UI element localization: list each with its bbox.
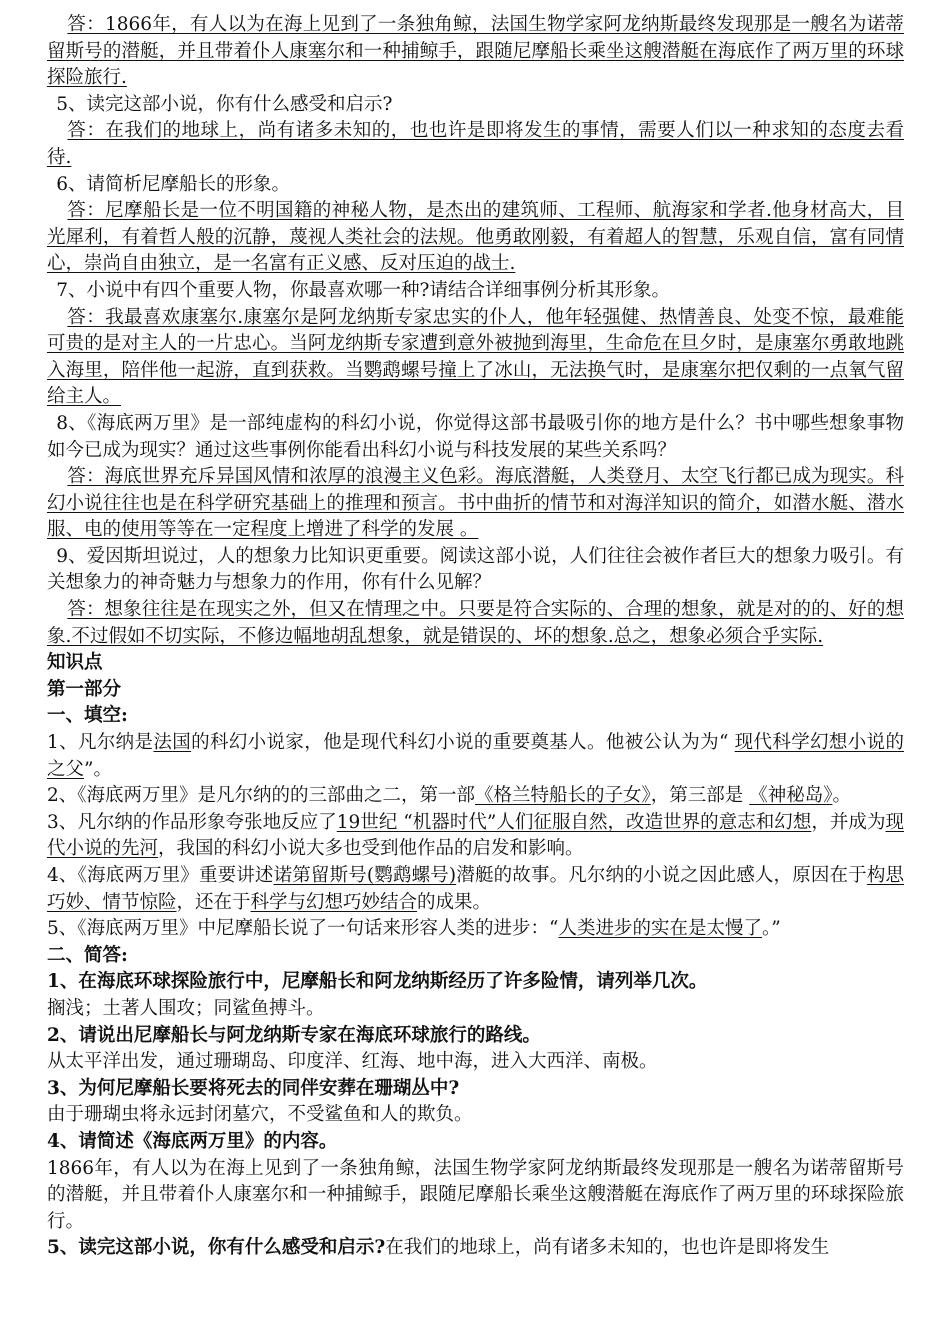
fill-item-2	[47, 783, 904, 810]
short-answer-3: 由于珊瑚虫将永远封闭墓穴，不受鲨鱼和人的欺负。	[47, 1104, 473, 1126]
fill-text: 。”	[762, 918, 781, 940]
question-9: 9、爱因斯坦说过，人的想象力比知识更重要。阅读这部小说，人们往往会被作者巨大的想象力吸引。有关想象力的神奇魅力与想象力的作用，你有什么见解？	[47, 545, 904, 594]
fill-item-3	[47, 810, 904, 863]
fill-answer: 诺第留斯号(鹦鹉螺号)	[273, 865, 457, 886]
short-question-3: 3、为何尼摩船长要将死去的同伴安葬在珊瑚丛中?	[47, 1077, 460, 1099]
short-answer-heading: 二、简答:	[47, 944, 128, 966]
fill-text: ”。	[84, 758, 112, 780]
fill-answer: 人类进步的实在是太慢了	[558, 918, 762, 940]
fill-answer: 《神秘岛》	[749, 785, 833, 807]
fill-answer: 现代科学幻想小说的之父	[47, 732, 904, 780]
question-7: 7、小说中有四个重要人物，你最喜欢哪一种?请结合详细事例分析其形象。	[56, 279, 670, 301]
short-question-4: 4、请简述《海底两万里》的内容。	[47, 1130, 338, 1152]
question-5: 5、读完这部小说，你有什么感受和启示?	[56, 93, 393, 115]
answer-5: 答：在我们的地球上，尚有诸多未知的，也也许是即将发生的事情，需要人们以一种求知的态度去看待.	[47, 120, 904, 168]
fill-item-4	[47, 863, 904, 916]
fill-text: ，还在于	[176, 891, 251, 913]
fill-item-5	[47, 916, 904, 943]
fill-text: ，并成为	[811, 811, 886, 833]
fill-text: 潜艇的故事。凡尔纳的小说之因此感人，原因在于	[456, 865, 867, 886]
fill-blank-heading: 一、填空:	[47, 705, 128, 727]
answer-4-summary: 答：1866年，有人以为在海上见到了一条独角鲸，法国生物学家阿龙纳斯最终发现那是一艘名为诺蒂留斯号的潜艇，并且带着仆人康塞尔和一种捕鲸手，跟随尼摩船长乘坐这艘潜艇在海底作了两万里的环球探险旅行.	[47, 14, 904, 89]
short-answer-1: 搁浅；土著人围攻；同鲨鱼搏斗。	[47, 997, 325, 1019]
question-8: 8、《海底两万里》是一部纯虚构的科幻小说，你觉得这部书最吸引你的地方是什么？书中哪些想象事物如今已成为现实？通过这些事例你能看出科幻小说与科技发展的某些关系吗？	[47, 412, 904, 461]
answer-7: 答：我最喜欢康塞尔.康塞尔是阿龙纳斯专家忠实的仆人，他年轻强健、热情善良、处变不惊，最难能可贵的是对主人的一片忠心。当阿龙纳斯专家遭到意外被抛到海里，生命危在旦夕时，是康塞尔勇敢地跳入海里，陪伴他一起游，直到获救。当鹦鹉螺号撞上了冰山，无法换气时，是康塞尔把仅剩的一点氧气留给主人。	[47, 306, 904, 408]
fill-text: 5、《海底两万里》中尼摩船长说了一句话来形容人类的进步：“	[47, 918, 559, 940]
fill-text: 1、凡尔纳是	[47, 732, 154, 754]
short-question-1: 1、在海底环球探险旅行中，尼摩船长和阿龙纳斯经历了许多险情，请列举几次。	[47, 971, 708, 993]
fill-answer: 科学与幻想巧妙结合	[250, 891, 418, 913]
part-one-heading: 第一部分	[47, 678, 122, 700]
short-answer-4: 1866年，有人以为在海上见到了一条独角鲸，法国生物学家阿龙纳斯最终发现那是一艘名为诺蒂留斯号的潜艇，并且带着仆人康塞尔和一种捕鲸手，跟随尼摩船长乘坐这艘潜艇在海底作了两万里的环球探险旅行。	[47, 1157, 904, 1232]
short-question-2: 2、请说出尼摩船长与阿龙纳斯专家在海底环球旅行的路线。	[47, 1024, 541, 1046]
fill-text: 3、凡尔纳的作品形象夸张地反应了	[47, 811, 337, 833]
short-answer-5: 在我们的地球上，尚有诸多未知的，也也许是即将发生	[385, 1237, 830, 1259]
fill-answer: 法国	[153, 732, 192, 754]
fill-text: 的成果。	[417, 891, 492, 913]
fill-text: ，我国的科幻小说大多也受到他作品的启发和影响。	[158, 838, 584, 860]
fill-text: 4、《海底两万里》重要讲述	[47, 865, 274, 886]
short-item-5	[47, 1235, 904, 1262]
short-question-5: 5、读完这部小说，你有什么感受和启示?	[47, 1237, 386, 1259]
fill-text: 。	[832, 785, 851, 807]
short-answer-2: 从太平洋出发，通过珊瑚岛、印度洋、红海、地中海，进入大西洋、南极。	[47, 1051, 658, 1073]
answer-9: 答：想象往往是在现实之外，但又在情理之中。只要是符合实际的、合理的想象，就是对的的、好的想象.不过假如不切实际，不修边幅地胡乱想象，就是错误的、坏的想象.总之，想象必须合乎实际.	[47, 599, 904, 647]
fill-answer: 《格兰特船长的子女》	[475, 785, 651, 807]
answer-6: 答：尼摩船长是一位不明国籍的神秘人物，是杰出的建筑师、工程师、航海家和学者.他身材高大，目光犀利，有着哲人般的沉静，蔑视人类社会的法规。他勇敢刚毅，有着超人的智慧，乐观自信，富有同情心，崇尚自由独立，是一名富有正义感、反对压迫的战士.	[47, 200, 904, 275]
fill-item-1	[47, 730, 904, 783]
answer-8: 答：海底世界充斥异国风情和浓厚的浪漫主义色彩。海底潜艇，人类登月、太空飞行都已成为现实。科幻小说往往也是在科学研究基础上的推理和预言。书中曲折的情节和对海洋知识的简介，如潜水艇、潜水服、电的使用等等在一定程度上增进了科学的发展 。	[47, 466, 904, 541]
fill-answer: 现代小说的先河	[47, 811, 904, 860]
fill-text: 的科幻小说家，他是现代科幻小说的重要奠基人。他被公认为为“	[191, 732, 735, 754]
fill-answer: 19世纪 “机器时代”人们征服自然，改造世界的意志和幻想	[336, 811, 812, 833]
fill-text: 2、《海底两万里》是凡尔纳的的三部曲之二，第一部	[47, 785, 476, 807]
fill-text: ，第三部是	[650, 785, 750, 807]
fill-answer: 构思巧妙、情节惊险	[47, 865, 905, 913]
knowledge-heading: 知识点	[47, 652, 103, 674]
question-6: 6、请简析尼摩船长的形象。	[56, 173, 291, 195]
